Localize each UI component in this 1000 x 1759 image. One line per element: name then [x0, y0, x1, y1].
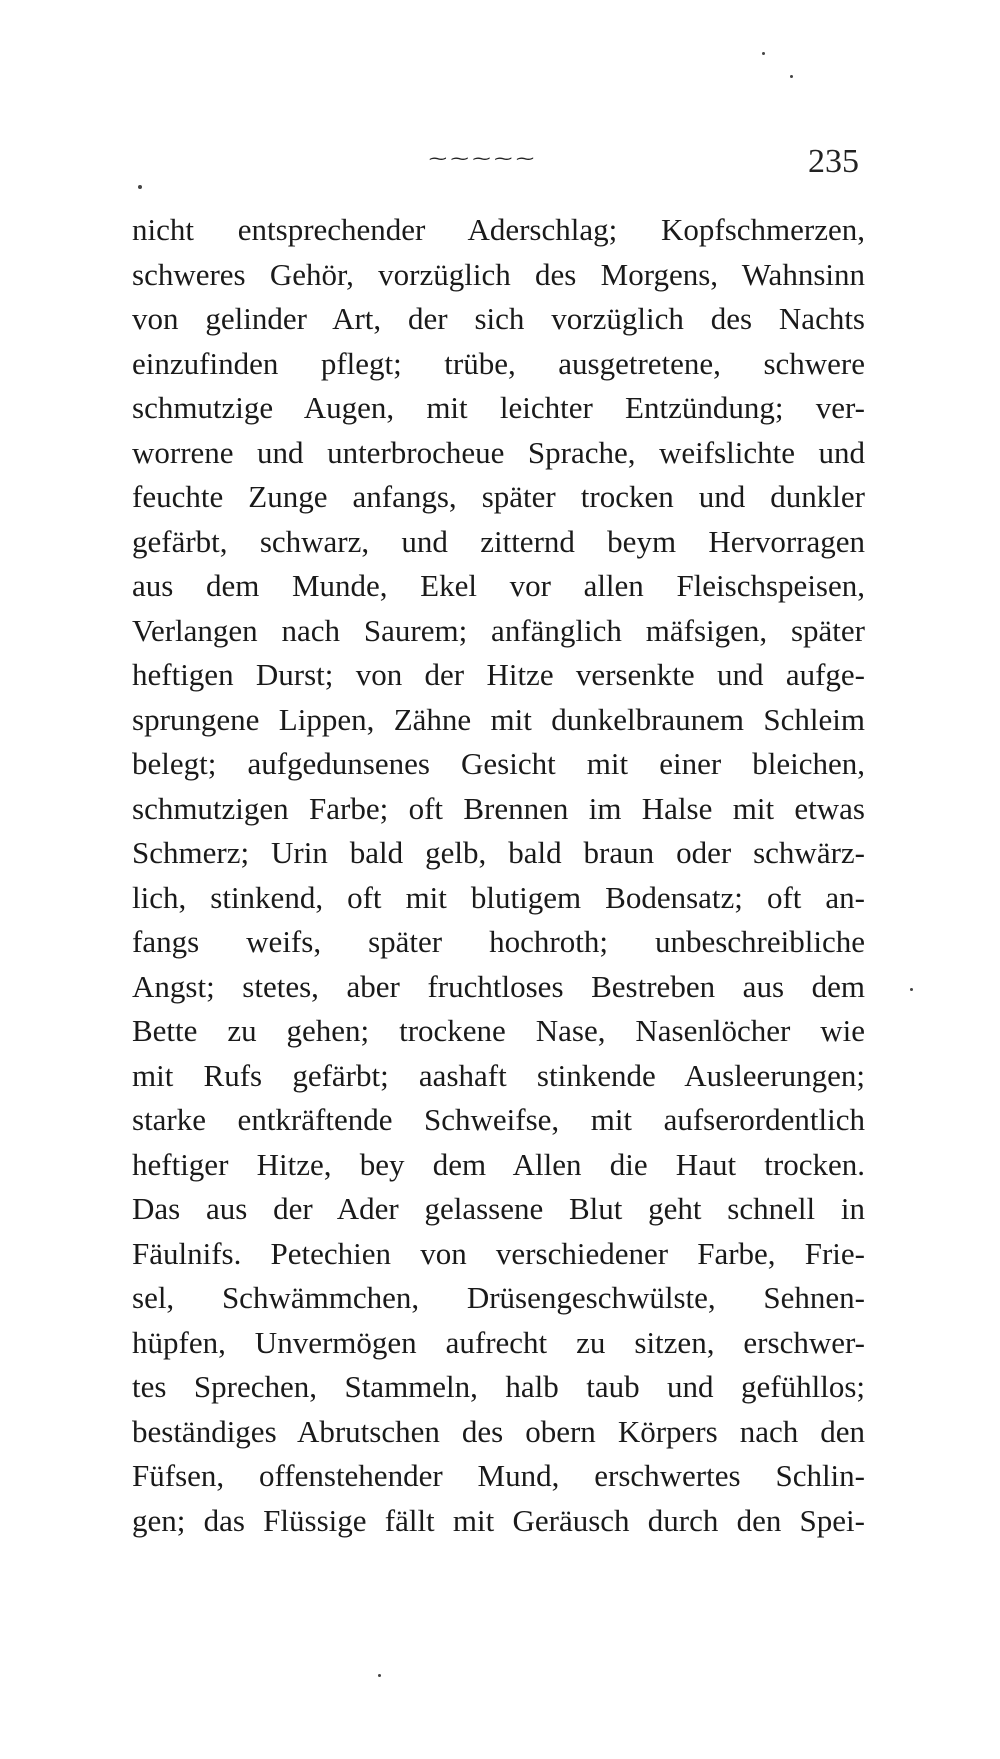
- text-line: sel, Schwämmchen, Drüsengeschwülste, Sehnen-: [132, 1280, 865, 1315]
- text-line: heftiger Hitze, bey dem Allen die Haut trocken.: [132, 1146, 865, 1182]
- text-line: nicht entsprechender Aderschlag; Kopfschmerzen,: [132, 212, 865, 247]
- text-line: Verlangen nach Saurem; anfänglich mäfsigen, später: [132, 612, 865, 648]
- text-line: von gelinder Art, der sich vorzüglich des Nachts: [132, 301, 865, 336]
- text-line: heftigen Durst; von der Hitze versenkte und aufge-: [132, 657, 865, 692]
- text-line: schweres Gehör, vorzüglich des Morgens, Wahnsinn: [132, 256, 865, 292]
- text-line: fangs weifs, später hochroth; unbeschreibliche: [132, 924, 865, 959]
- text-line: gen; das Flüssige fällt mit Geräusch durch den Spei-: [132, 1502, 865, 1538]
- text-line: hüpfen, Unvermögen aufrecht zu sitzen, erschwer-: [132, 1324, 865, 1360]
- text-line: sprungene Lippen, Zähne mit dunkelbraunem Schleim: [132, 701, 865, 737]
- text-line: beständiges Abrutschen des obern Körpers nach den: [132, 1413, 865, 1449]
- scan-speck: [790, 75, 793, 78]
- text-line: schmutzigen Farbe; oft Brennen im Halse mit etwas: [132, 790, 865, 826]
- text-line: starke entkräftende Schweifse, mit aufserordentlich: [132, 1102, 865, 1137]
- text-line: belegt; aufgedunsenes Gesicht mit einer bleichen,: [132, 746, 865, 781]
- scan-speck: [910, 988, 913, 991]
- text-line: feuchte Zunge anfangs, später trocken und dunkler: [132, 479, 865, 514]
- text-line: schmutzige Augen, mit leichter Entzündung; ver-: [132, 390, 865, 425]
- text-line: mit Rufs gefärbt; aashaft stinkende Ausleerungen;: [132, 1057, 865, 1093]
- scan-speck: [762, 52, 765, 55]
- text-line: tes Sprechen, Stammeln, halb taub und gefühllos;: [132, 1369, 865, 1404]
- text-line: einzufinden pflegt; trübe, ausgetretene, schwere: [132, 345, 865, 381]
- scan-speck: [138, 185, 142, 189]
- text-line: Fäulnifs. Petechien von verschiedener Farbe, Frie-: [132, 1235, 865, 1271]
- body-text: [132, 208, 865, 1543]
- header-ornament: ~~~~~: [427, 150, 536, 168]
- text-line: Angst; stetes, aber fruchtloses Bestreben aus dem: [132, 968, 865, 1004]
- text-line: aus dem Munde, Ekel vor allen Fleischspeisen,: [132, 568, 865, 603]
- text-line: lich, stinkend, oft mit blutigem Bodensatz; oft an-: [132, 879, 865, 915]
- scan-speck: [378, 1674, 381, 1677]
- text-line: Füfsen, offenstehender Mund, erschwertes Schlin-: [132, 1458, 865, 1493]
- text-line: worrene und unterbrocheue Sprache, weifslichte und: [132, 434, 865, 470]
- text-line: Das aus der Ader gelassene Blut geht schnell in: [132, 1191, 865, 1226]
- text-line: gefärbt, schwarz, und zitternd beym Hervorragen: [132, 523, 865, 559]
- page-number: 235: [808, 143, 859, 180]
- text-line: Schmerz; Urin bald gelb, bald braun oder schwärz-: [132, 835, 865, 870]
- text-line: Bette zu gehen; trockene Nase, Nasenlöcher wie: [132, 1013, 865, 1048]
